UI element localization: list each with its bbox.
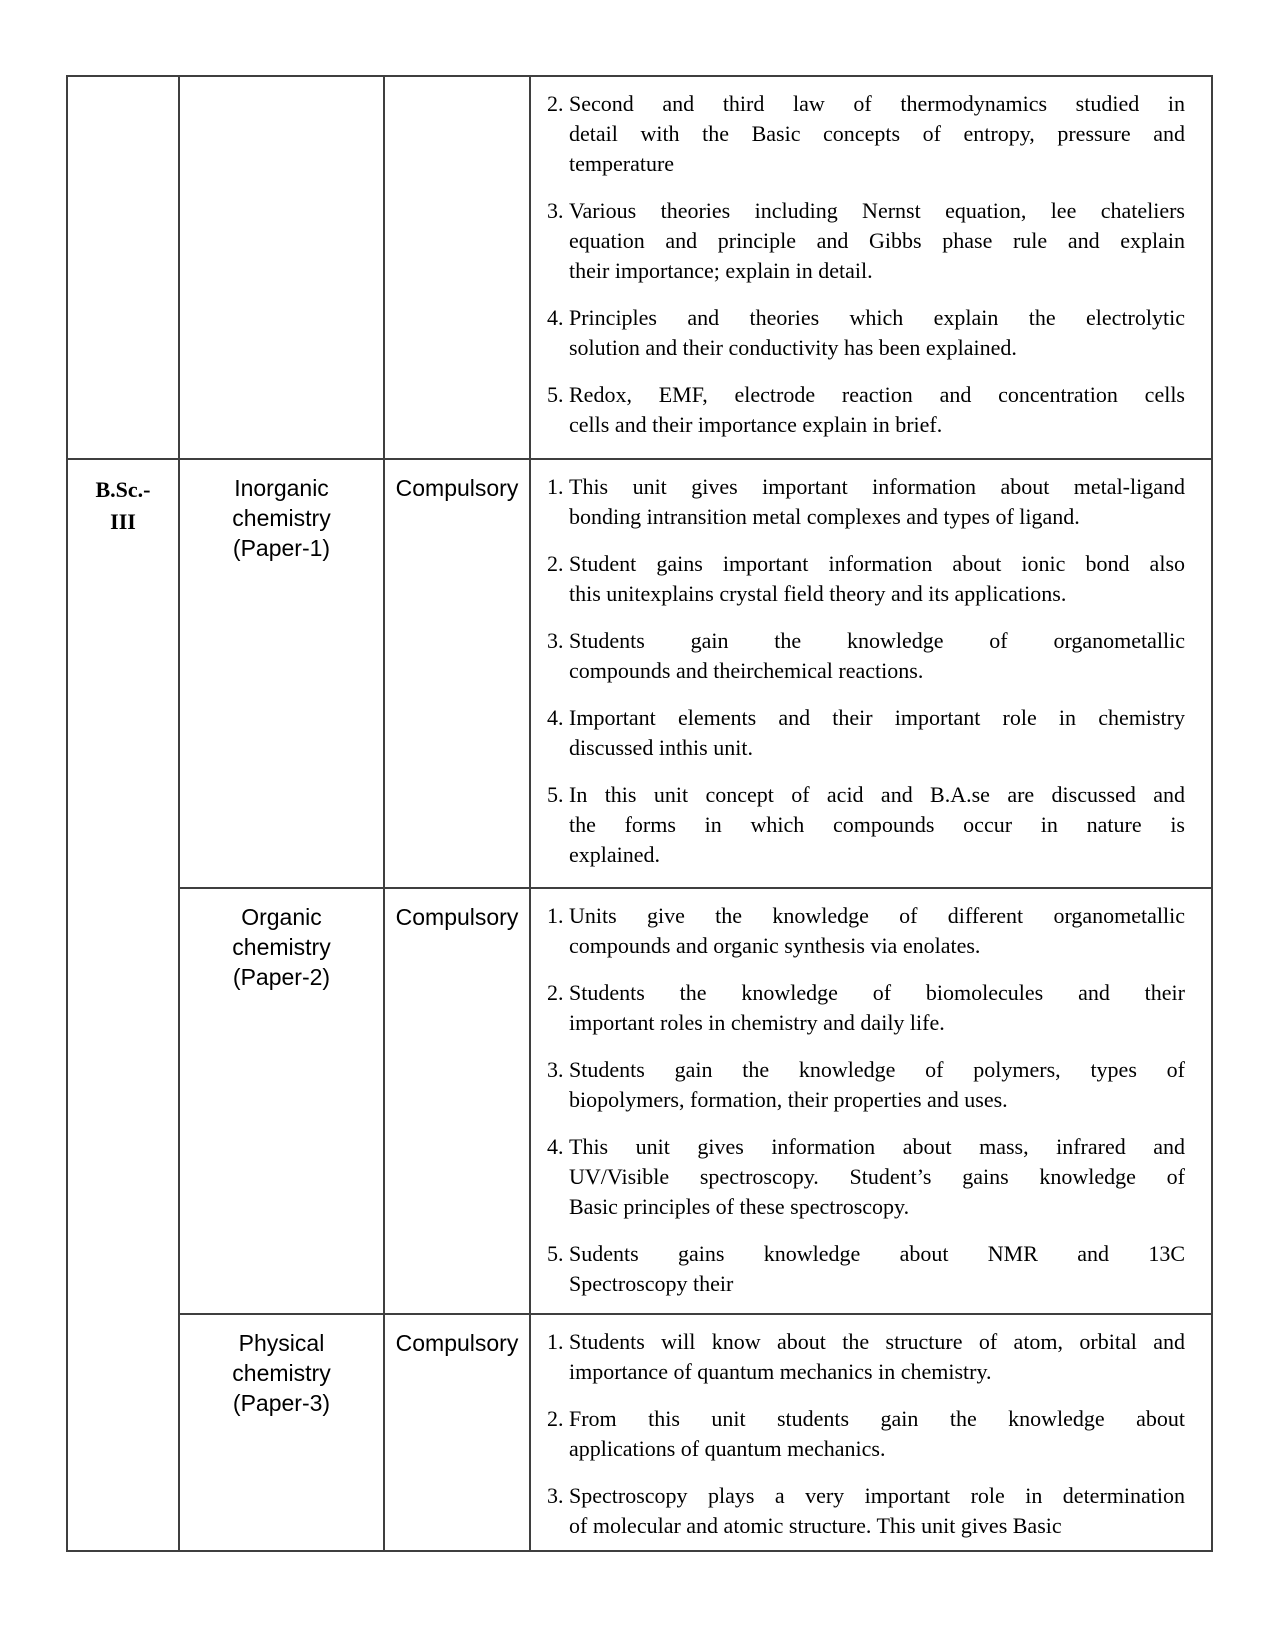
outcome-line: discussed inthis unit. (569, 735, 753, 760)
outcome-line: UV/Visible spectroscopy. Student’s gains knowledge of (569, 1164, 1185, 1189)
outcome-line: 1. Units give the knowledge of different organometallic (569, 903, 1185, 928)
outcome-line: 3. Students gain the knowledge of polymers, types of (569, 1057, 1185, 1082)
outcome-line: importance of quantum mechanics in chemistry. (569, 1359, 992, 1384)
type-cell-empty (384, 76, 530, 459)
outcome-line: detail with the Basic concepts of entropy, pressure and (569, 121, 1185, 146)
subject-line: Organic (241, 904, 322, 930)
outcome-item (569, 1404, 1185, 1464)
outcome-item (569, 89, 1185, 179)
outcome-item (569, 978, 1185, 1038)
type-cell (384, 888, 530, 1314)
outcomes-cell (530, 459, 1212, 888)
subject-line: chemistry (232, 934, 331, 960)
outcome-item (569, 1239, 1185, 1299)
outcome-item (569, 472, 1185, 532)
outcome-line: Basic principles of these spectroscopy. (569, 1194, 910, 1219)
outcome-line: 5. Sudents gains knowledge about NMR and 13C (569, 1241, 1185, 1266)
outcome-line: 1. Students will know about the structure of atom, orbital and (569, 1329, 1185, 1354)
outcome-item (569, 703, 1185, 763)
type-cell (384, 1314, 530, 1551)
outcome-line: solution and their conductivity has been explained. (569, 335, 1017, 360)
subject-cell-empty (179, 76, 384, 459)
outcome-item (569, 380, 1185, 440)
outcome-line: bonding intransition metal complexes and types of ligand. (569, 504, 1080, 529)
outcomes-cell (530, 76, 1212, 459)
outcome-line: 3. Spectroscopy plays a very important role in determination (569, 1483, 1185, 1508)
outcome-line: applications of quantum mechanics. (569, 1436, 886, 1461)
subject-line: Physical (238, 1330, 325, 1356)
subject-line: Inorganic (234, 475, 329, 501)
outcome-line: 4. This unit gives information about mass, infrared and (569, 1134, 1185, 1159)
outcome-item (569, 549, 1185, 609)
subject-line: chemistry (232, 1360, 331, 1386)
class-line: B.Sc.- (95, 477, 151, 502)
outcomes-list (531, 889, 1211, 1299)
table-row-organic (67, 888, 1212, 1314)
outcome-item (569, 303, 1185, 363)
type-label: Compulsory (395, 904, 519, 930)
outcome-line: 3. Students gain the knowledge of organometallic (569, 628, 1185, 653)
outcome-line: 2. From this unit students gain the knowledge about (569, 1406, 1185, 1431)
outcome-line: cells and their importance explain in brief. (569, 412, 943, 437)
subject-line: (Paper-3) (232, 1390, 331, 1416)
outcome-item (569, 1481, 1185, 1541)
subject-line: chemistry (232, 505, 331, 531)
subject-line: (Paper-2) (232, 964, 331, 990)
outcome-line: equation and principle and Gibbs phase rule and explain (569, 228, 1185, 253)
type-label: Compulsory (395, 475, 519, 501)
table-row-inorganic (67, 459, 1212, 888)
class-line: III (110, 509, 136, 534)
outcome-item (569, 780, 1185, 870)
outcome-line: 2. Student gains important information about ionic bond also (569, 551, 1185, 576)
subject-line: (Paper-1) (232, 535, 331, 561)
outcome-item (569, 626, 1185, 686)
table-row-physical (67, 1314, 1212, 1551)
subject-cell-physical (179, 1314, 384, 1551)
outcome-line: 3. Various theories including Nernst equation, lee chateliers (569, 198, 1185, 223)
outcome-item (569, 1055, 1185, 1115)
outcome-item (569, 1132, 1185, 1222)
outcome-line: 4. Important elements and their important role in chemistry (569, 705, 1185, 730)
type-cell (384, 459, 530, 888)
class-cell-empty (67, 76, 179, 459)
outcomes-list (531, 1315, 1211, 1541)
subject-cell-inorganic (179, 459, 384, 888)
outcome-line: 4. Principles and theories which explain the electrolytic (569, 305, 1185, 330)
outcome-line: compounds and organic synthesis via enolates. (569, 933, 981, 958)
outcomes-list (531, 77, 1211, 440)
outcome-line: this unitexplains crystal field theory and its applications. (569, 581, 1067, 606)
outcome-line: important roles in chemistry and daily life. (569, 1010, 945, 1035)
outcome-line: explained. (569, 842, 661, 867)
type-label: Compulsory (395, 1330, 519, 1356)
outcome-item (569, 196, 1185, 286)
table-row-continuation (67, 76, 1212, 459)
outcome-line: 2. Second and third law of thermodynamics studied in (569, 91, 1185, 116)
course-outcomes-table (66, 75, 1213, 1552)
outcome-line: their importance; explain in detail. (569, 258, 873, 283)
outcome-line: 5. Redox, EMF, electrode reaction and concentration cells (569, 382, 1185, 407)
outcomes-cell (530, 888, 1212, 1314)
outcome-line: the forms in which compounds occur in nature is (569, 812, 1185, 837)
outcomes-list (531, 460, 1211, 870)
outcome-line: 2. Students the knowledge of biomolecules and their (569, 980, 1185, 1005)
outcome-line: Spectroscopy their (569, 1271, 734, 1296)
subject-cell-organic (179, 888, 384, 1314)
outcome-line: biopolymers, formation, their properties and uses. (569, 1087, 1008, 1112)
class-cell-bsc3 (67, 459, 179, 1551)
outcomes-cell (530, 1314, 1212, 1551)
outcome-item (569, 901, 1185, 961)
outcome-item (569, 1327, 1185, 1387)
outcome-line: compounds and theirchemical reactions. (569, 658, 924, 683)
outcome-line: of molecular and atomic structure. This unit gives Basic (569, 1513, 1062, 1538)
outcome-line: 5. In this unit concept of acid and B.A.se are discussed and (569, 782, 1185, 807)
outcome-line: 1. This unit gives important information about metal-ligand (569, 474, 1185, 499)
outcome-line: temperature (569, 151, 675, 176)
